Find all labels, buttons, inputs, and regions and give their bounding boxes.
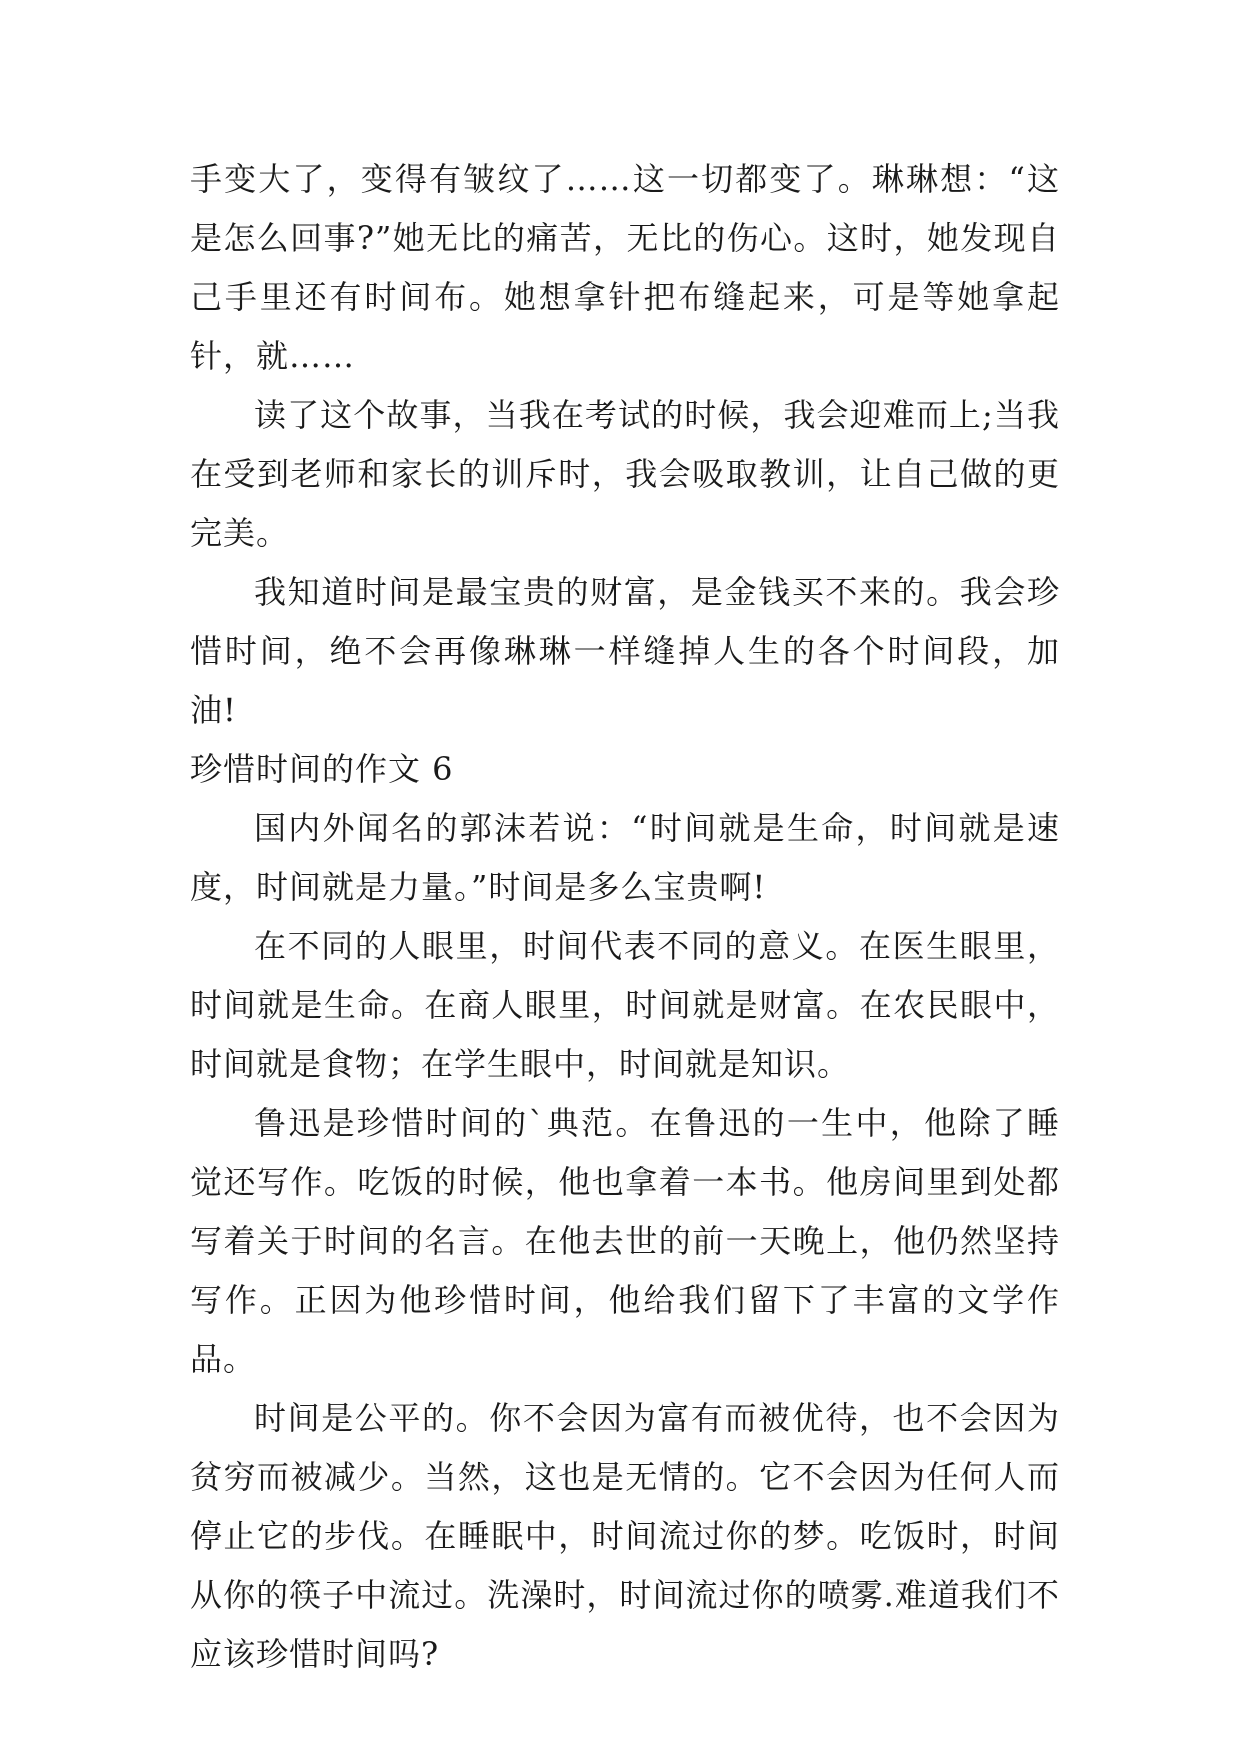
document-body bbox=[190, 150, 1060, 1684]
paragraph-reflection: 读了这个故事，当我在考试的时候，我会迎难而上;当我在受到老师和家长的训斥时，我会吸取教训，让自己做的更完美。 bbox=[190, 396, 1060, 552]
paragraph-time-is-fair: 时间是公平的。你不会因为富有而被优待，也不会因为贫穷而被减少。当然，这也是无情的。它不会因为任何人而停止它的步伐。在睡眠中，时间流过你的梦。吃饭时，时间从你的筷子中流过。洗澡时，时间流过你的喷雾.难道我们不应该珍惜时间吗? bbox=[190, 1399, 1060, 1673]
section-title: 珍惜时间的作文 6 bbox=[190, 750, 454, 788]
paragraph-meaning-of-time: 在不同的人眼里，时间代表不同的意义。在医生眼里，时间就是生命。在商人眼里，时间就是财富。在农民眼中，时间就是食物；在学生眼中，时间就是知识。 bbox=[190, 927, 1060, 1083]
paragraph-conclusion: 我知道时间是最宝贵的财富，是金钱买不来的。我会珍惜时间，绝不会再像琳琳一样缝掉人生的各个时间段，加油! bbox=[190, 573, 1060, 729]
paragraph-guo-moruo-quote: 国内外闻名的郭沫若说：“时间就是生命，时间就是速度，时间就是力量。”时间是多么宝贵啊! bbox=[190, 809, 1060, 906]
paragraph-story-ending: 手变大了，变得有皱纹了……这一切都变了。琳琳想：“这是怎么回事?”她无比的痛苦，无比的伤心。这时，她发现自己手里还有时间布。她想拿针把布缝起来，可是等她拿起针，就…… bbox=[190, 160, 1060, 375]
paragraph-lu-xun: 鲁迅是珍惜时间的`典范。在鲁迅的一生中，他除了睡觉还写作。吃饭的时候，他也拿着一本书。他房间里到处都写着关于时间的名言。在他去世的前一天晚上，他仍然坚持写作。正因为他珍惜时间，他给我们留下了丰富的文学作品。 bbox=[190, 1104, 1060, 1378]
